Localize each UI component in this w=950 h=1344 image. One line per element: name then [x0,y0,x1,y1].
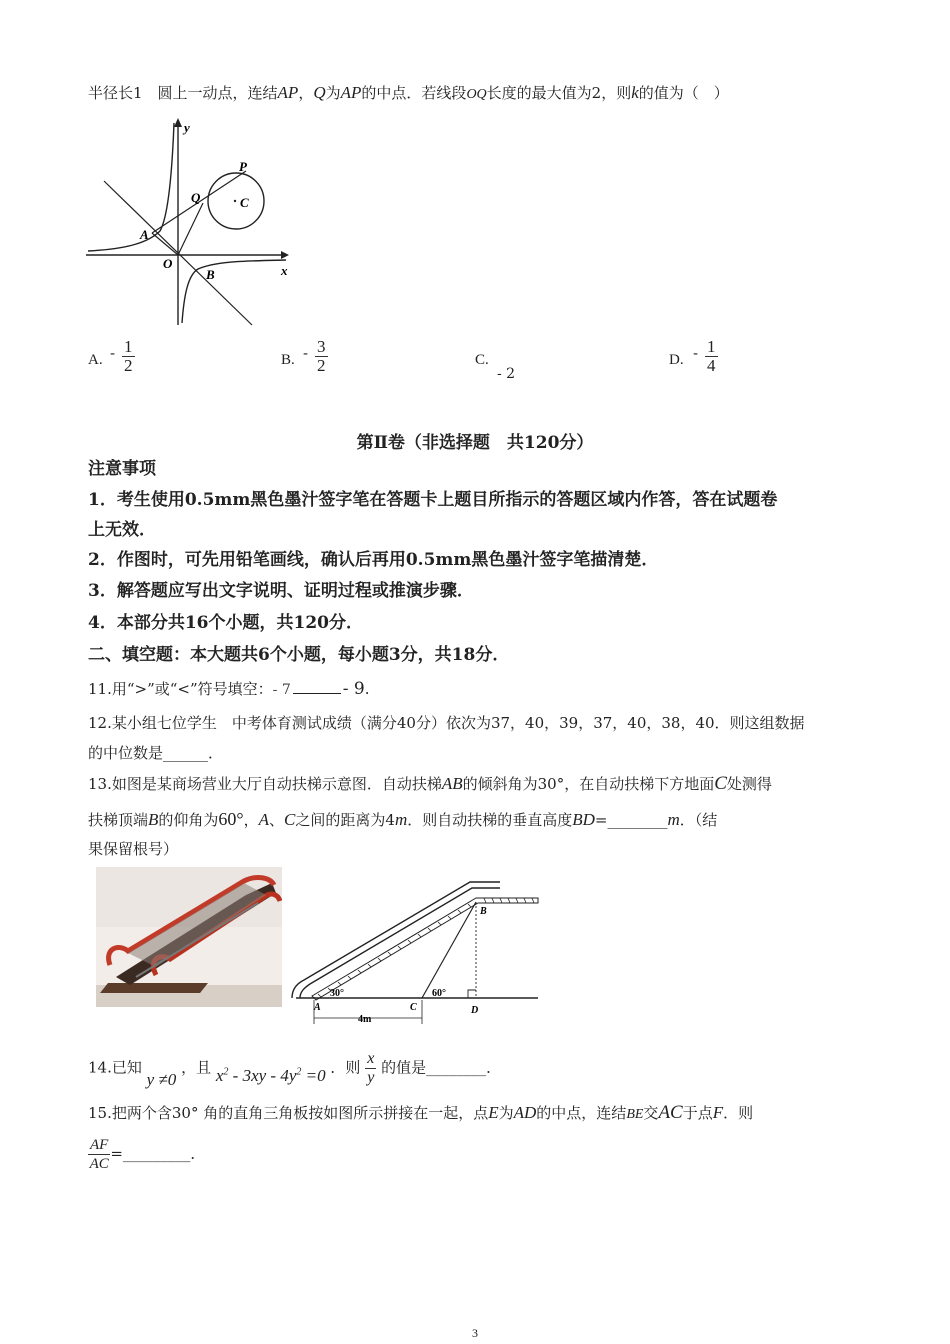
note-item: 上无效． [88,520,156,540]
segment-CB [422,902,476,998]
x-axis-arrow [281,251,289,259]
math-C: C [284,810,296,829]
q13-part: 13.如图是某商场营业大厅自动扶梯示意图．自动扶梯 [88,775,442,793]
choice-label: D. [669,352,684,368]
label-O: O [163,256,173,271]
label-x: x [281,263,288,278]
fraction-den: 2 [317,356,326,375]
math-BE: BE [626,1107,644,1122]
label-y: y [184,120,190,135]
choice-label: A. [88,352,103,368]
escalator-photo [96,867,282,1007]
segment-OQ [178,203,203,255]
fraction-num: 3 [317,337,326,356]
q13-part: 、 [269,811,285,829]
label-P: P [239,159,247,174]
choice-sign: - [303,344,309,362]
label-4m: 4m [358,1014,372,1025]
math-m: m [394,810,408,829]
label-B: B [206,267,215,282]
escalator-base [100,983,208,993]
math-AP: AP [277,83,299,102]
center-C [234,200,236,202]
note-item: 4．本部分共16个小题，共120分． [88,613,363,633]
q13-part: 的仰角为 [158,811,219,829]
choice-label: B. [281,352,295,368]
q13-part: ， [243,811,259,829]
math-k: k [631,83,639,102]
label-A: A [140,227,149,242]
q15-part: 的中点，连结 [536,1104,627,1122]
label-60deg: 60° [432,988,446,999]
q13-part: 处测得 [726,775,772,793]
q10-part: 为 [325,84,341,102]
q13-part: 的倾斜角为30°，在自动扶梯下方地面 [462,775,715,793]
label-C: C [410,1002,417,1013]
choice-value: - 2 [497,366,516,382]
q15-part: 于点 [682,1104,713,1122]
hyperbola-upper-left [88,123,174,251]
math-C: C [714,773,727,794]
q12-line1: 12.某小组七位学生 中考体育测试成绩（满分40分）依次为37，40，39，37，40，38，40．则这组数据 [88,714,805,732]
label-B: B [480,906,487,917]
label-Q: Q [191,190,201,205]
q10-part: 的值为（ ） [638,84,729,102]
fraction-num: AF [90,1137,109,1153]
q14-part: ，且 [181,1058,212,1077]
q13-part: ．（结 [679,811,718,829]
q14-part: 14.已知 [88,1058,142,1077]
q15-part: 15.把两个含30° 角的直角三角板按如图所示拼接在一起，点 [88,1104,489,1122]
q10-text [88,82,729,106]
escalator-diagram [288,878,540,1026]
q11-end: . [364,680,370,698]
q14 [88,1050,501,1090]
q13-line3: 果保留根号） [88,840,179,858]
math-fraction [88,1136,110,1173]
math-AC: AC [658,1102,683,1123]
y-axis-arrow [174,118,182,127]
stair-hatching [318,898,534,997]
note-item: 1．考生使用0.5mm黑色墨汁签字笔在答题卡上题目所指示的答题区域内作答，答在试题卷 [88,490,778,510]
choice-fraction [122,338,135,375]
q13-line2 [88,808,717,831]
q12-line2: 的中位数是______． [88,744,224,762]
label-A: A [314,1002,321,1013]
fraction-num: 1 [124,337,133,356]
math-fraction [365,1050,376,1087]
choice-sign: - [693,344,699,362]
q10-coordinate-figure [86,115,296,327]
q15-line1 [88,1102,753,1126]
q11-a: - 7 [272,682,291,698]
note-item: 3．解答题应写出文字说明、证明过程或推演步骤． [88,581,474,601]
q10-part: 半径长1 圆上一动点，连结 [88,84,278,102]
fraction-den: 4 [707,356,716,375]
section-title: 第Ⅱ卷（非选择题 共120分） [356,433,594,453]
math-AB: AB [441,774,463,793]
answer-blank[interactable] [293,677,341,694]
q15-part: 为 [498,1104,514,1122]
q11-text: 11.用“>”或“<”符号填空： [88,680,273,698]
page-number: 3 [472,1326,478,1340]
rail-outer [292,882,500,998]
q14-part: ．则 [330,1058,361,1077]
choice-label: C. [475,352,489,368]
stair-band [312,898,538,1000]
math-B: B [148,810,159,829]
math-equation: $x^2 - 3xy - 4y^2 =0$ [215,1065,326,1085]
q15-blank[interactable]: =_________． [110,1144,206,1163]
math-F: F [712,1103,724,1122]
segment-AO [152,233,178,255]
math-condition: y ≠0 [146,1069,177,1089]
label-C: C [240,195,249,210]
q15-line2 [88,1136,205,1180]
math-AP: AP [340,83,362,102]
q13-part: 扶梯顶端 [88,811,149,829]
math-BD: BD [572,810,595,829]
hyperbola-lower-right [182,260,286,323]
choice-sign: - [110,344,116,362]
q10-part: 长度的最大值为2，则 [486,84,632,102]
choice-fraction [315,338,328,375]
q11 [88,677,370,701]
part-heading: 二、填空题：本大题共6个小题，每小题3分，共18分． [88,645,510,665]
math-E: E [488,1103,499,1122]
math-A: A [258,810,270,829]
fraction-den: AC [89,1156,109,1172]
label-D: D [471,1005,479,1016]
choice-fraction [705,338,718,375]
q15-part: 交 [643,1104,659,1122]
math-AD: AD [513,1103,537,1122]
math-60deg: 60° [218,809,244,829]
q13-blank[interactable]: =________ [594,811,668,829]
label-30deg: 30° [330,988,344,999]
q13-part: ．则自动扶梯的垂直高度 [407,811,573,829]
q15-part: ．则 [723,1104,754,1122]
note-item: 2．作图时，可先用铅笔画线，确认后再用0.5mm黑色墨汁签字笔描清楚． [88,550,659,570]
fraction-den: 2 [124,356,133,375]
right-angle-mark [468,990,476,998]
fraction-num: x [367,1050,375,1067]
q11-b: - 9 [342,679,365,699]
math-m: m [667,810,680,829]
q10-part: ， [298,84,314,102]
fraction-den: y [367,1069,375,1086]
notes-title: 注意事项 [88,459,156,479]
q14-part[interactable]: 的值是________． [381,1058,502,1077]
q13-line1 [88,773,772,795]
math-OQ: OQ [466,87,487,102]
math-Q: Q [313,83,326,102]
q13-part: 之间的距离为4 [295,811,395,829]
fraction-num: 1 [707,337,716,356]
q10-part: 的中点．若线段 [361,84,467,102]
